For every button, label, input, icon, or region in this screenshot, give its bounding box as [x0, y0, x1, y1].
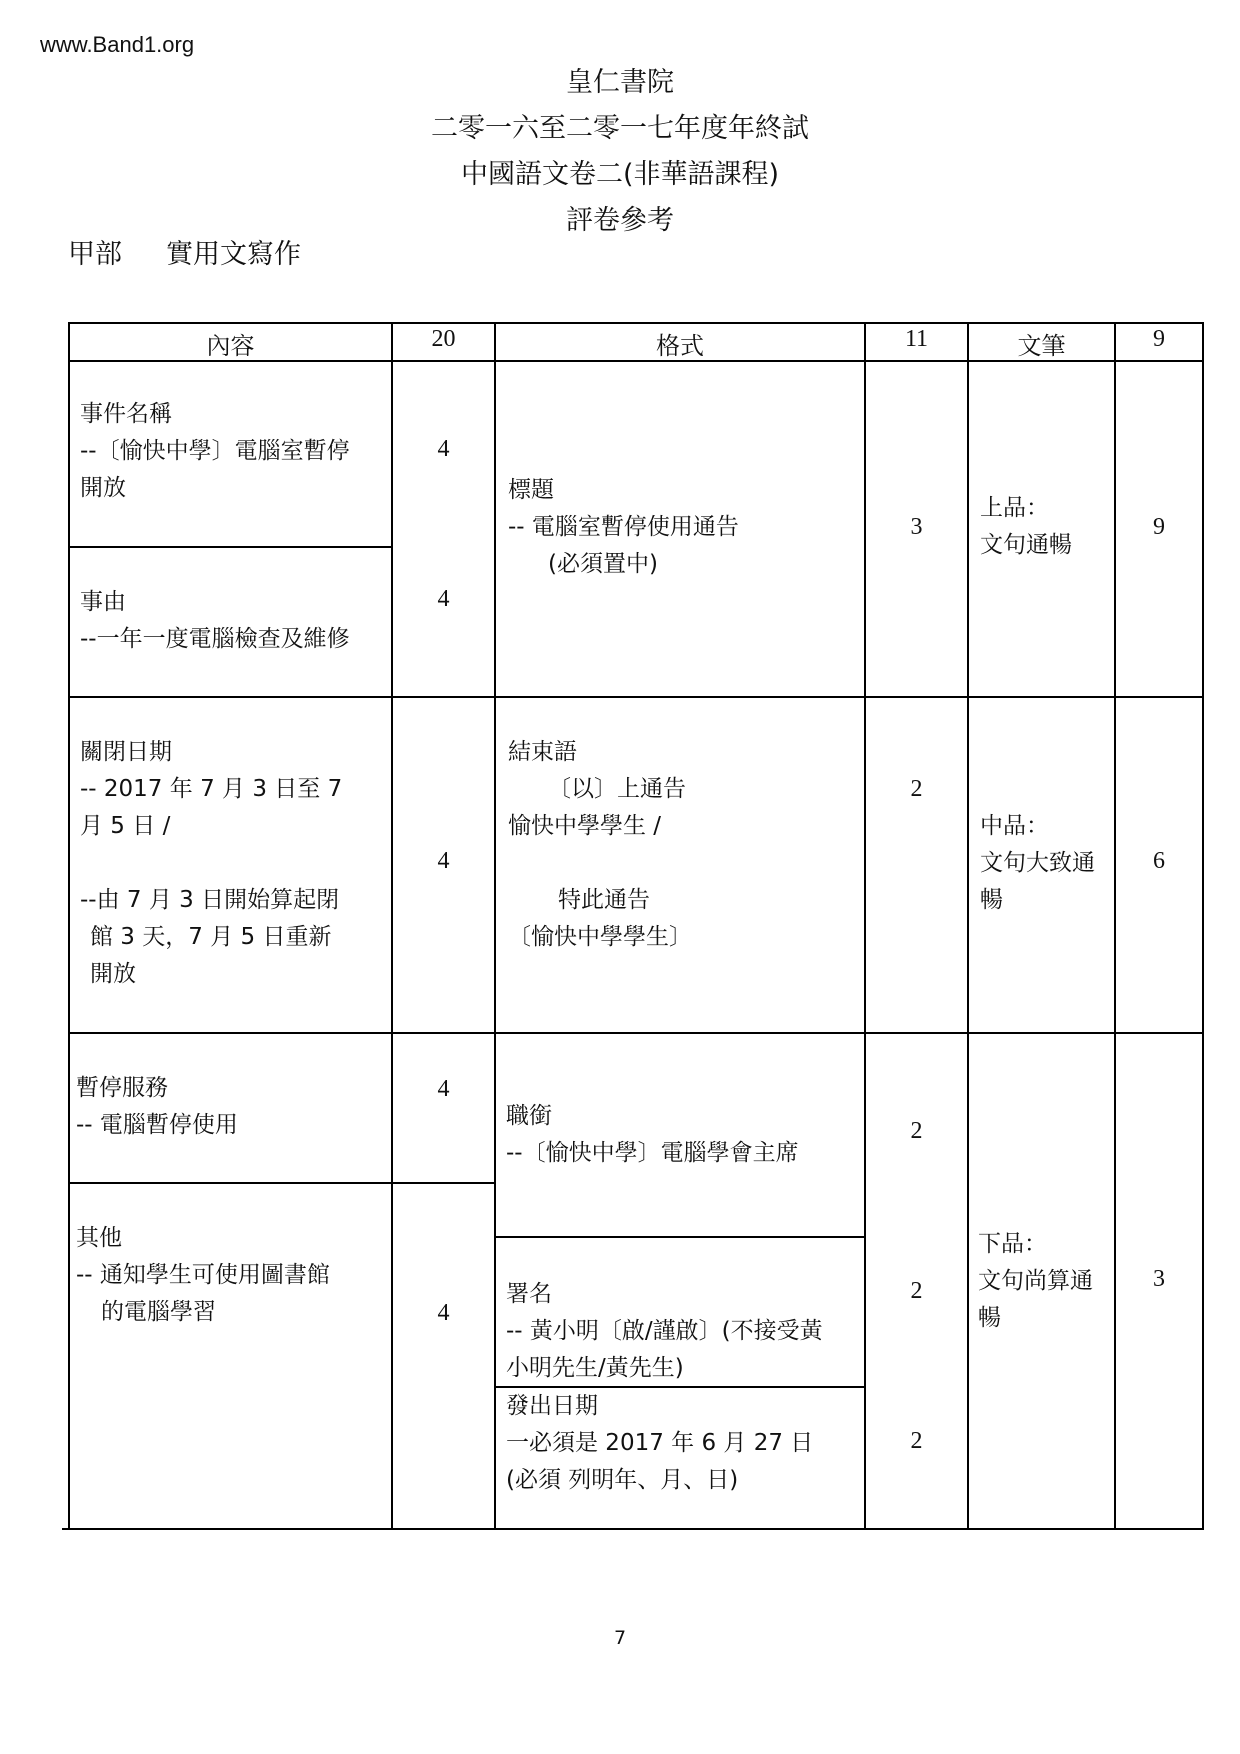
- content-score-suspended-service: 4: [437, 1076, 450, 1102]
- content-score-event-name: 4: [437, 436, 450, 462]
- content-item-closing-dates: 關閉日期 -- 2017 年 7 月 3 日至 7 月 5 日 / --由 7 月 3 日開始算起閉 館 3 天，7 月 5 日重新 開放: [80, 739, 343, 987]
- format-item-signature: 署名 -- 黃小明〔啟/謹啟〕(不接受黃 小明先生/黃先生): [506, 1281, 823, 1381]
- header-content-total: 20: [431, 326, 456, 352]
- writing-grade-middle: 中品： 文句大致通 暢: [980, 813, 1095, 913]
- format-item-closing: 結束語 〔以〕上通告 愉快中學學生 / 特此通告 〔愉快中學學生〕: [508, 739, 692, 950]
- writing-score-lower: 3: [1153, 1266, 1165, 1292]
- writing-score-upper: 9: [1153, 514, 1165, 540]
- format-score-title: 3: [910, 514, 923, 540]
- content-score-closing-dates: 4: [437, 848, 450, 874]
- section-heading: [68, 232, 301, 271]
- col-divider-format-score: [864, 322, 866, 1530]
- paper-title: 中國語文卷二(非華語課程): [460, 159, 780, 190]
- col-divider-writing-score: [1114, 322, 1116, 1530]
- content-item-others: 其他 -- 通知學生可使用圖書館 的電腦學習: [76, 1225, 330, 1325]
- content-score-reason: 4: [437, 586, 450, 612]
- watermark-url: www.Band1.org: [40, 32, 195, 57]
- format-score-position: 2: [910, 1118, 923, 1144]
- header-format: 格式: [656, 332, 704, 360]
- content-item-suspended-service: 暫停服務 -- 電腦暫停使用: [76, 1075, 238, 1138]
- table-top-border: [68, 322, 1204, 324]
- format-score-signature: 2: [910, 1278, 923, 1304]
- row-divider-format-3: [494, 1236, 866, 1238]
- writing-grade-lower: 下品： 文句尚算通 暢: [978, 1231, 1093, 1331]
- table-bottom-border: [62, 1528, 1204, 1530]
- format-item-title: 標題 -- 電腦室暫停使用通告 (必須置中): [508, 477, 739, 577]
- col-divider-content-score: [391, 322, 393, 1530]
- writing-score-middle: 6: [1153, 848, 1165, 874]
- content-item-reason: 事由 --一年一度電腦檢查及維修: [80, 589, 350, 652]
- format-item-position: 職銜 --〔愉快中學〕電腦學會主席: [506, 1103, 799, 1166]
- table-left-border: [68, 322, 70, 1530]
- content-score-others: 4: [437, 1300, 450, 1326]
- exam-title: 二零一六至二零一七年度年終試: [431, 113, 809, 144]
- col-divider-format: [494, 322, 496, 1530]
- document-type: 評卷參考: [566, 205, 674, 236]
- row-divider-content-1: [68, 546, 392, 548]
- row-divider-content-4: [68, 1182, 494, 1184]
- section-title: 實用文寫作: [166, 239, 301, 270]
- school-name: 皇仁書院: [566, 67, 674, 98]
- section-part: 甲部: [68, 239, 122, 270]
- header-content: 內容: [206, 332, 255, 360]
- format-score-closing: 2: [910, 776, 923, 802]
- format-item-issue-date: 發出日期 一必須是 2017 年 6 月 27 日 (必須 列明年、月、日): [506, 1393, 814, 1493]
- format-score-issue-date: 2: [910, 1428, 923, 1454]
- col-divider-writing: [967, 322, 969, 1530]
- table-right-border: [1202, 322, 1204, 1530]
- page-number: 7: [613, 1627, 627, 1649]
- content-item-event-name: 事件名稱 --〔愉快中學〕電腦室暫停 開放: [80, 401, 350, 501]
- row-divider-band-2: [68, 1032, 1204, 1034]
- row-divider-band-1: [68, 696, 1204, 698]
- header-format-total: 11: [904, 326, 929, 352]
- header-writing: 文筆: [1017, 332, 1066, 360]
- header-writing-total: 9: [1153, 326, 1165, 352]
- writing-grade-upper: 上品： 文句通暢: [980, 495, 1072, 558]
